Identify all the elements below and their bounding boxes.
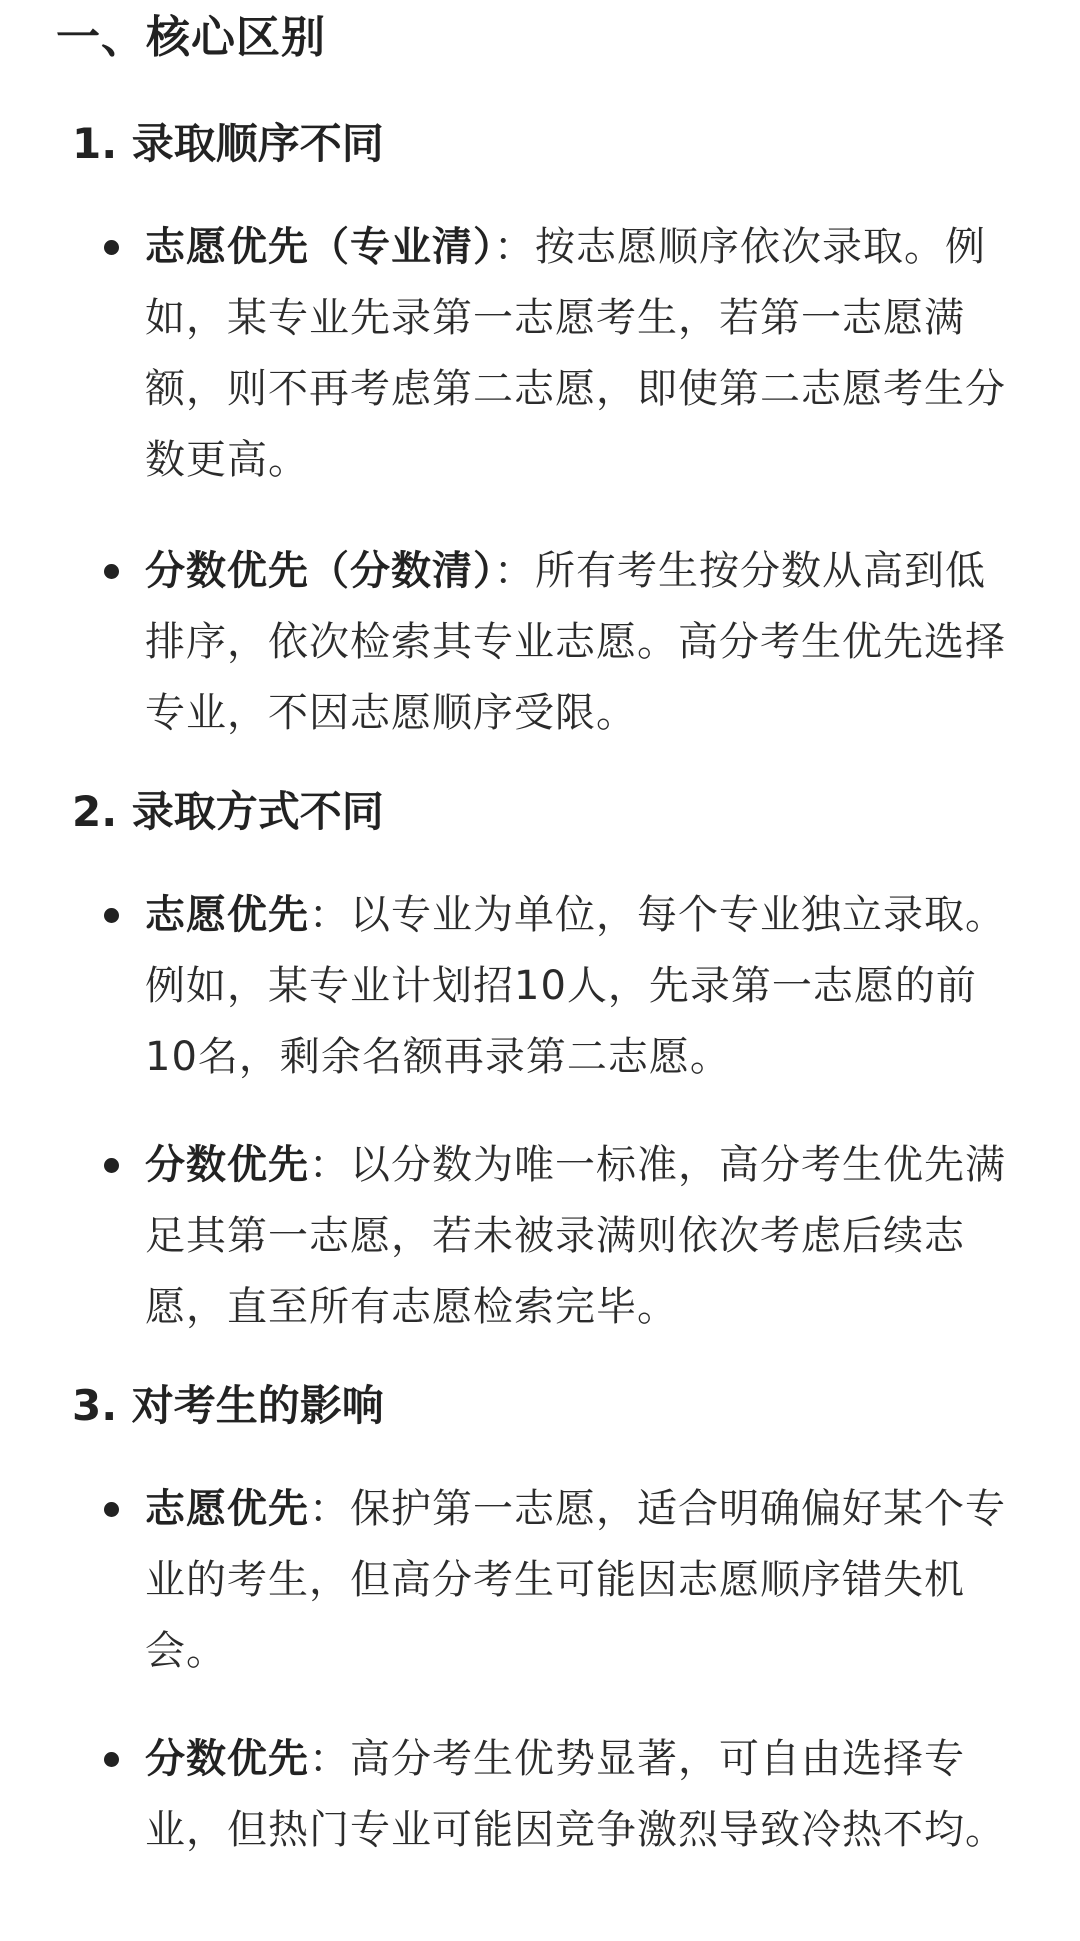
item-text: 高分考生优势显著，可自由选择专业，但热门专业可能因竞争激烈导致冷热不均。 — [145, 1736, 1006, 1853]
list-item — [145, 880, 1015, 1093]
item-term: 分数优先 — [145, 1736, 309, 1782]
bullet-icon — [104, 1158, 119, 1173]
section-heading-order: 1. 录取顺序不同 — [72, 119, 384, 168]
bullet-icon — [104, 1752, 119, 1767]
item-text: 以专业为单位，每个专业独立录取。例如，某专业计划招10人，先录第一志愿的前10名，剩余名额再录第二志愿。 — [145, 892, 1006, 1080]
item-text: 按志愿顺序依次录取。例如，某专业先录第一志愿考生，若第一志愿满额，则不再考虑第二志愿，即使第二志愿考生分数更高。 — [145, 224, 1006, 483]
list-item — [145, 1474, 1015, 1687]
bullet-icon — [104, 240, 119, 255]
item-separator: ： — [494, 224, 535, 270]
item-separator: ： — [494, 548, 535, 594]
item-term: 志愿优先（专业清） — [145, 224, 494, 270]
item-term: 志愿优先 — [145, 892, 309, 938]
bullet-icon — [104, 564, 119, 579]
bullet-icon — [104, 908, 119, 923]
item-separator: ： — [309, 892, 350, 938]
section-heading-method: 2. 录取方式不同 — [72, 787, 384, 836]
item-text: 以分数为唯一标准，高分考生优先满足其第一志愿，若未被录满则依次考虑后续志愿，直至所有志愿检索完毕。 — [145, 1142, 1006, 1330]
item-text: 所有考生按分数从高到低排序，依次检索其专业志愿。高分考生优先选择专业，不因志愿顺序受限。 — [145, 548, 1006, 736]
list-item — [145, 536, 1015, 749]
item-separator: ： — [309, 1142, 350, 1188]
list-item — [145, 1130, 1015, 1343]
item-text: 保护第一志愿，适合明确偏好某个专业的考生，但高分考生可能因志愿顺序错失机会。 — [145, 1486, 1006, 1674]
item-term: 分数优先 — [145, 1142, 309, 1188]
item-term: 志愿优先 — [145, 1486, 309, 1532]
item-term: 分数优先（分数清） — [145, 548, 494, 594]
page-title: 一、核心区别 — [56, 12, 326, 63]
list-item — [145, 1724, 1015, 1866]
section-heading-impact: 3. 对考生的影响 — [72, 1381, 384, 1430]
item-separator: ： — [309, 1736, 350, 1782]
list-item — [145, 212, 1015, 496]
item-separator: ： — [309, 1486, 350, 1532]
bullet-icon — [104, 1502, 119, 1517]
